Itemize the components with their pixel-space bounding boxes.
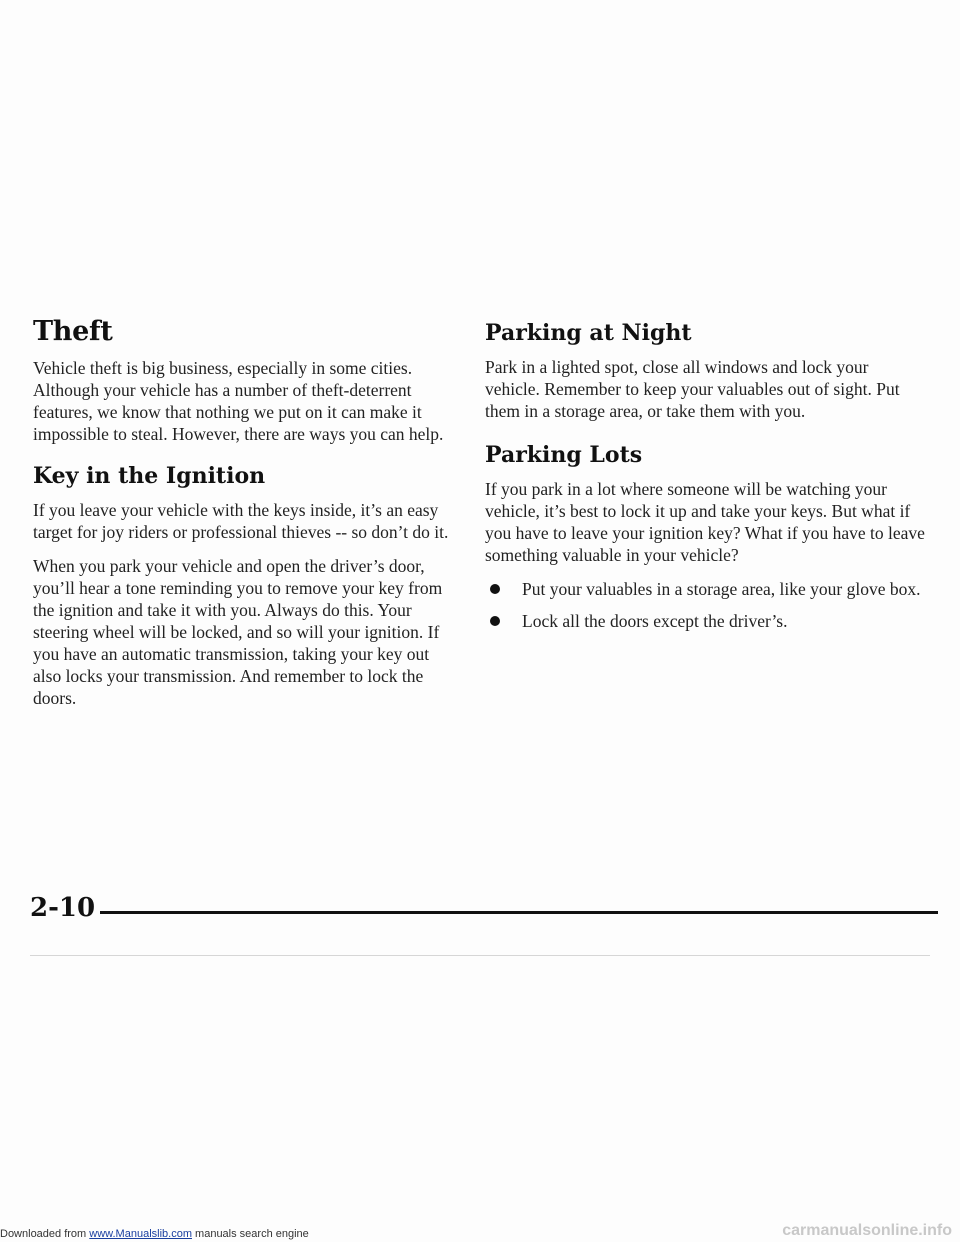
manualslib-link[interactable]: www.Manualslib.com bbox=[89, 1228, 192, 1240]
lots-paragraph: If you park in a lot where someone will be watching your vehicle, it’s best to lock it up and take your keys. But what if you have to leave your ignition key? What if you have to leave something valuable in your vehicle? bbox=[485, 479, 925, 565]
theft-heading: Theft bbox=[33, 316, 113, 347]
list-item bbox=[485, 610, 925, 632]
right-column bbox=[485, 316, 925, 642]
key-paragraph-2: When you park your vehicle and open the driver’s door, you’ll hear a tone reminding you to remove your key from the ignition and take it with you. Always do this. Your steering wheel will be locked, and so will your ignition. If you have an automatic transmission, taking your key out also locks your transmission. And remember to lock the doors. bbox=[33, 556, 443, 708]
footer-divider bbox=[100, 911, 938, 914]
key-paragraph-1: If you leave your vehicle with the keys inside, it’s an easy target for joy riders or professional thieves -- so don’t do it. bbox=[33, 500, 449, 542]
key-in-ignition-heading: Key in the Ignition bbox=[33, 463, 266, 489]
list-item bbox=[485, 578, 925, 600]
bullet-list bbox=[485, 578, 925, 632]
watermark-text: carmanualsonline.info bbox=[782, 1222, 952, 1239]
page-number: 2-10 bbox=[30, 893, 96, 923]
bullet-text: Put your valuables in a storage area, like your glove box. bbox=[522, 579, 921, 599]
bullet-icon bbox=[490, 584, 500, 594]
scan-line-divider bbox=[30, 955, 930, 956]
bullet-text: Lock all the doors except the driver’s. bbox=[522, 611, 788, 631]
parking-at-night-heading: Parking at Night bbox=[485, 320, 692, 346]
download-banner bbox=[0, 1228, 309, 1240]
bullet-icon bbox=[490, 616, 500, 626]
theft-paragraph: Vehicle theft is big business, especially in some cities. Although your vehicle has a number of theft-deterrent features, we know that nothing we put on it can make it impossible to steal. However, there are ways you can help. bbox=[33, 358, 444, 444]
banner-prefix: Downloaded from bbox=[0, 1228, 90, 1240]
parking-lots-heading: Parking Lots bbox=[485, 442, 643, 468]
banner-suffix: manuals search engine bbox=[191, 1228, 309, 1240]
left-column bbox=[33, 316, 458, 721]
night-paragraph: Park in a lighted spot, close all windows and lock your vehicle. Remember to keep your valuables out of sight. Put them in a storage area, or take them with you. bbox=[485, 357, 900, 421]
